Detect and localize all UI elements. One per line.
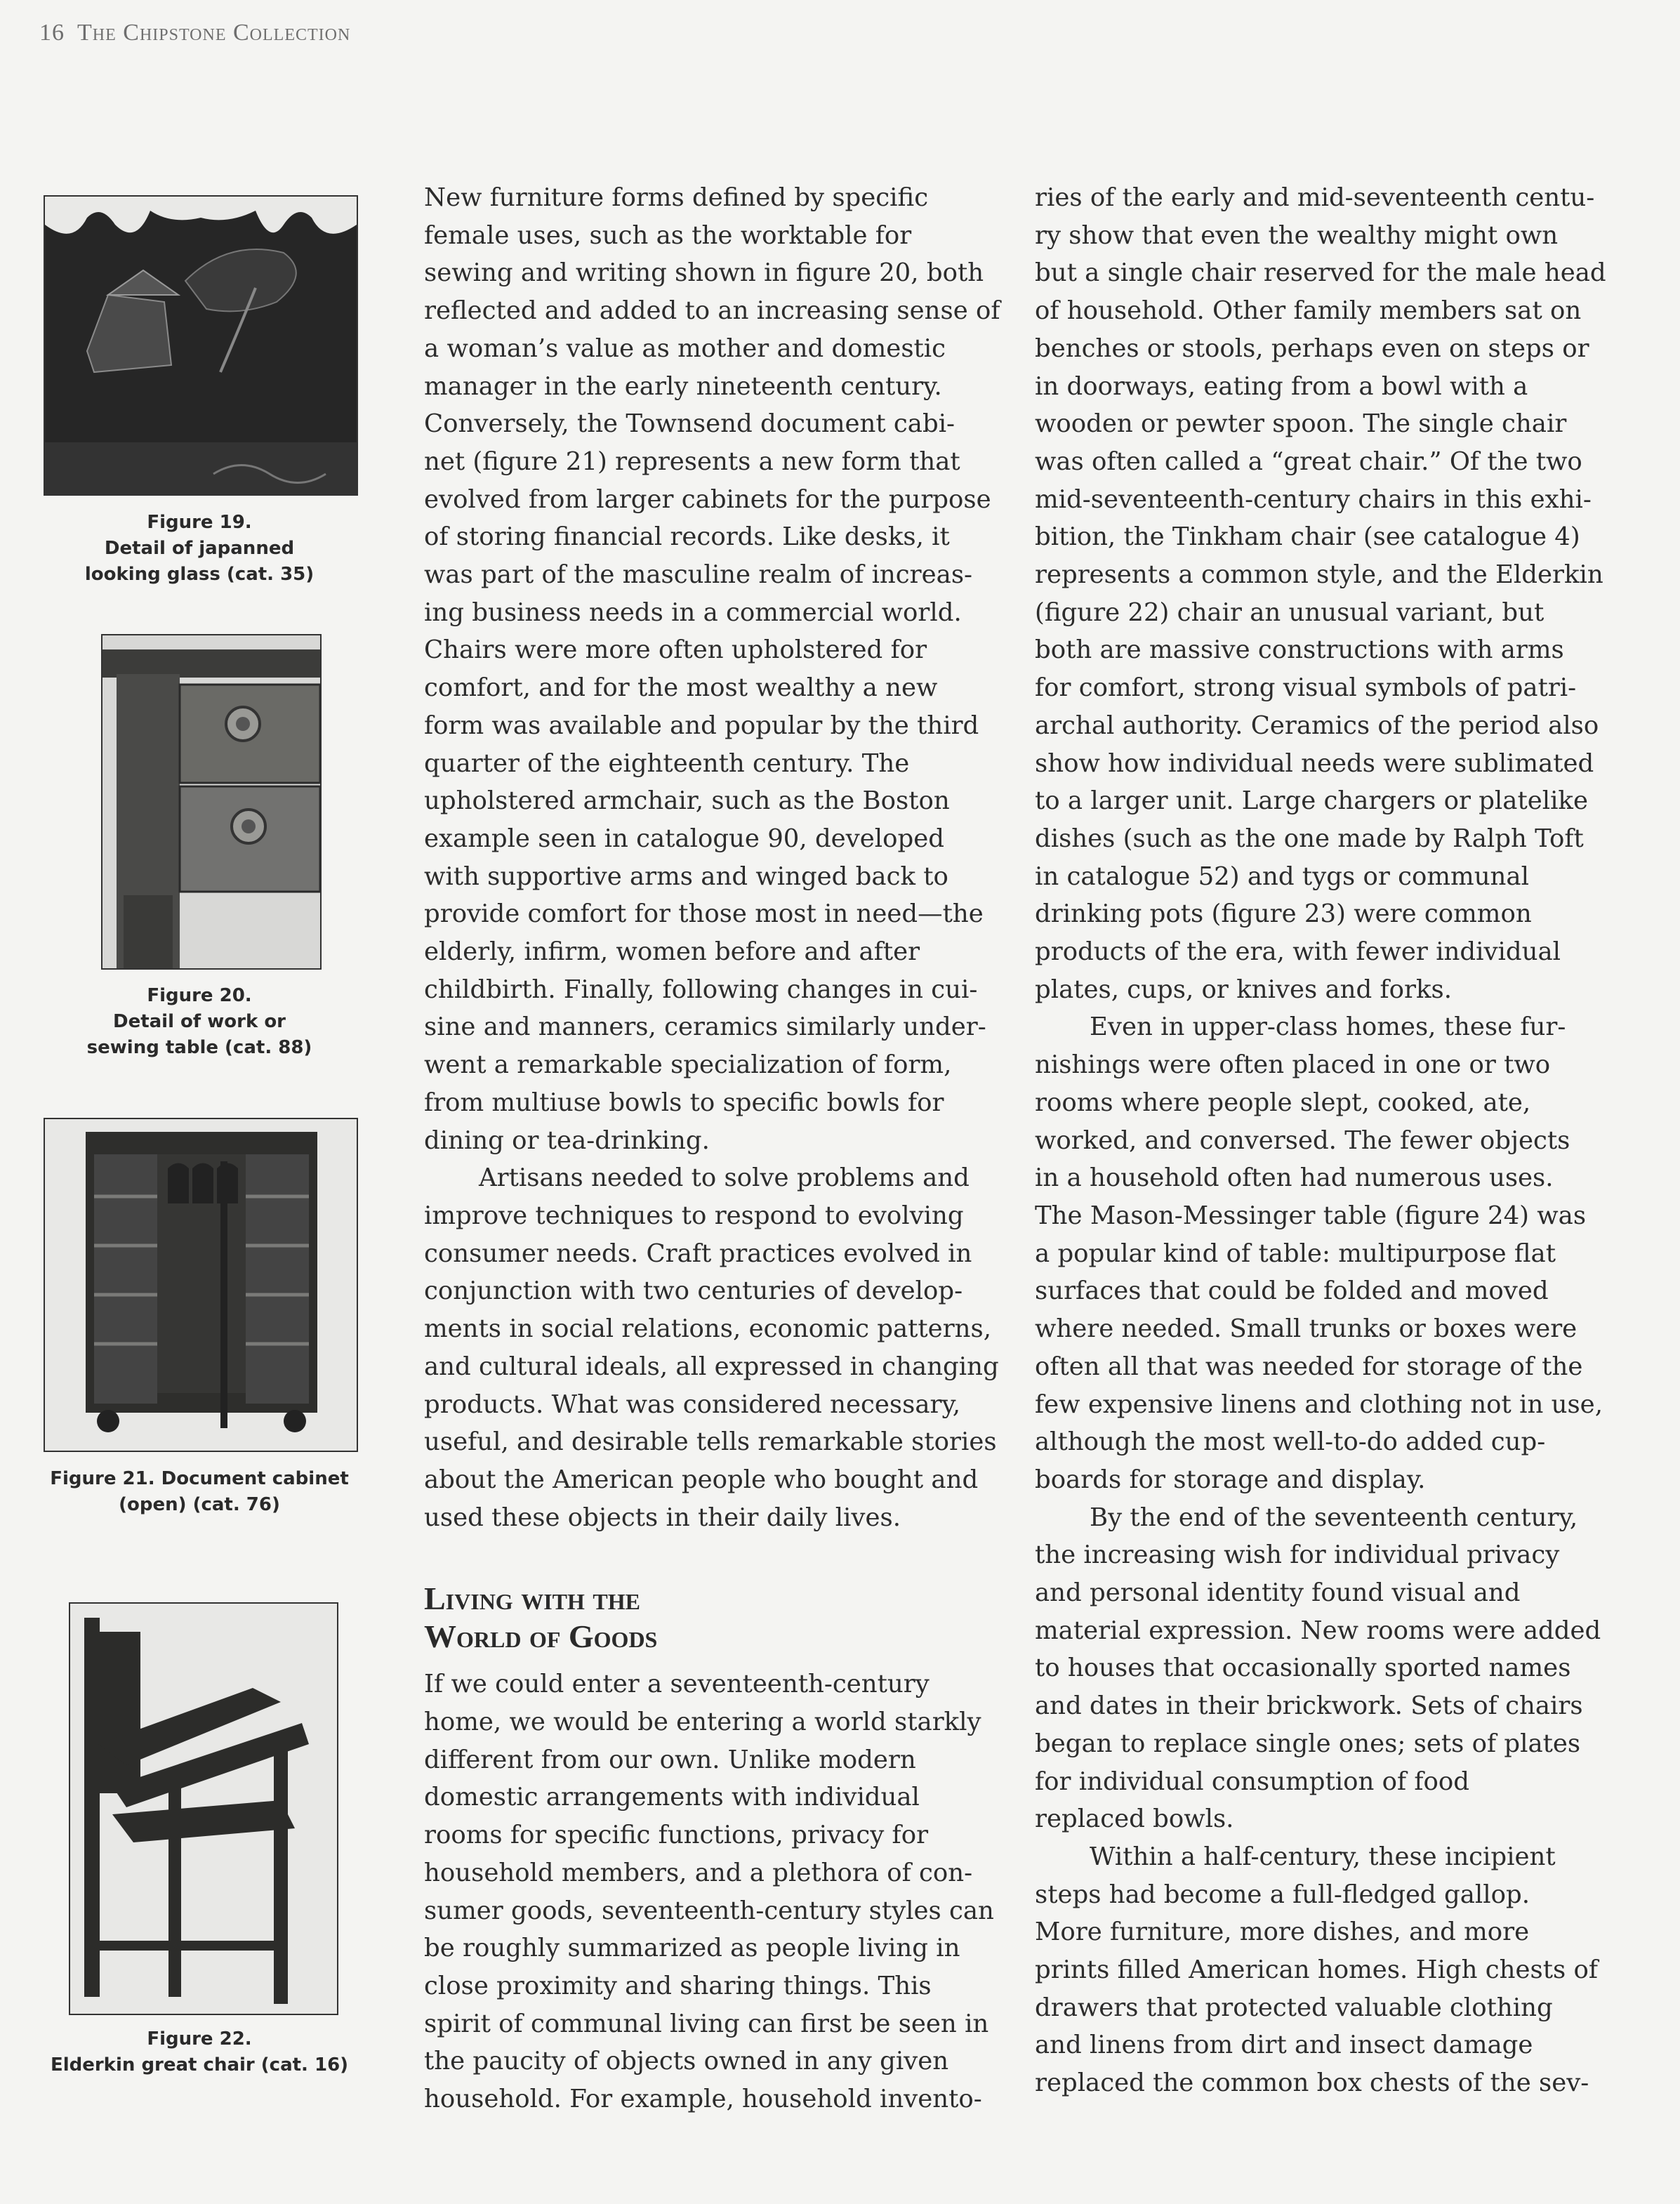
text-line: improve techniques to respond to evolving	[424, 1201, 964, 1230]
text-line: wooden or pewter spoon. The single chair	[1035, 409, 1567, 439]
text-line: products of the era, with fewer individual	[1035, 937, 1561, 967]
text-line: used these objects in their daily lives.	[424, 1503, 901, 1532]
text-line: began to replace single ones; sets of plates	[1035, 1729, 1581, 1758]
paragraph	[1035, 1838, 1599, 2102]
text-line: example seen in catalogue 90, developed	[424, 824, 944, 853]
text-line: spirit of communal living can first be seen in	[424, 2009, 989, 2038]
text-line: ments in social relations, economic patterns,	[424, 1314, 992, 1344]
text-line: in a household often had numerous uses.	[1035, 1163, 1554, 1193]
text-line: sine and manners, ceramics similarly under-	[424, 1012, 986, 1042]
text-line: different from our own. Unlike modern	[424, 1745, 916, 1774]
text-line: the increasing wish for individual privacy	[1035, 1540, 1560, 1570]
text-line: home, we would be entering a world starkly	[424, 1708, 981, 1737]
text-line: steps had become a full-fledged gallop.	[1035, 1880, 1530, 1909]
text-line: Within a half-century, these incipient	[1090, 1842, 1556, 1871]
figure-21-image	[44, 1118, 358, 1452]
figure-22-caption: Figure 22. Elderkin great chair (cat. 16)	[50, 2028, 349, 2076]
text-line: in catalogue 52) and tygs or communal	[1035, 862, 1529, 891]
text-line: If we could enter a seventeenth-century	[424, 1670, 930, 1699]
text-line: but a single chair reserved for the male head	[1035, 258, 1606, 288]
publication-title: The Chipstone Collection	[77, 20, 351, 46]
text-line: prints filled American homes. High chests of	[1035, 1955, 1599, 1985]
text-line: few expensive linens and clothing not in use,	[1035, 1390, 1603, 1419]
text-line: benches or stools, perhaps even on steps or	[1035, 334, 1589, 363]
text-line: drawers that protected valuable clothing	[1035, 1993, 1553, 2022]
text-line: Artisans needed to solve problems and	[479, 1163, 970, 1193]
text-line: where needed. Small trunks or boxes were	[1035, 1314, 1578, 1344]
text-line: was often called a “great chair.” Of the two	[1035, 447, 1582, 476]
paragraph	[1035, 179, 1606, 1008]
text-line: a woman’s value as mother and domestic	[424, 334, 946, 363]
figure-22-image	[69, 1602, 338, 2015]
column-middle	[424, 179, 1000, 2118]
text-line: to a larger unit. Large chargers or platelike	[1035, 786, 1588, 816]
text-line: often all that was needed for storage of the	[1035, 1352, 1583, 1381]
text-line: bition, the Tinkham chair (see catalogue 4)	[1035, 522, 1580, 552]
section-heading: Living with the World of Goods	[424, 1581, 658, 1655]
paragraph	[1035, 1008, 1603, 1498]
text-line: mid-seventeenth-century chairs in this exhi-	[1035, 484, 1592, 514]
text-line: nishings were often placed in one or two	[1035, 1050, 1551, 1080]
figure-19-image	[44, 195, 358, 496]
text-line: sewing and writing shown in figure 20, both	[424, 258, 984, 288]
text-line: form was available and popular by the third	[424, 711, 979, 740]
text-line: close proximity and sharing things. This	[424, 1971, 932, 2000]
text-line: boards for storage and display.	[1035, 1465, 1426, 1494]
text-line: went a remarkable specialization of form,	[424, 1050, 952, 1080]
text-line: replaced the common box chests of the sev-	[1035, 2068, 1589, 2098]
text-line: and linens from dirt and insect damage	[1035, 2031, 1533, 2060]
text-line: Chairs were more often upholstered for	[424, 635, 927, 665]
text-line: dining or tea-drinking.	[424, 1126, 710, 1155]
text-line: and cultural ideals, all expressed in changing	[424, 1352, 999, 1381]
text-line: rooms for specific functions, privacy for	[424, 1821, 929, 1850]
text-line: was part of the masculine realm of increas-	[424, 560, 973, 590]
text-line: childbirth. Finally, following changes in cui-	[424, 975, 978, 1004]
text-line: although the most well-to-do added cup-	[1035, 1427, 1546, 1457]
text-line: and dates in their brickwork. Sets of chairs	[1035, 1691, 1583, 1721]
text-line: comfort, and for the most wealthy a new	[424, 673, 938, 703]
text-line: and personal identity found visual and	[1035, 1578, 1521, 1608]
text-line: to houses that occasionally sported names	[1035, 1654, 1571, 1683]
text-line: archal authority. Ceramics of the period also	[1035, 711, 1599, 740]
text-line: More furniture, more dishes, and more	[1035, 1918, 1530, 1947]
text-line: useful, and desirable tells remarkable stories	[424, 1427, 997, 1457]
text-line: from multiuse bowls to specific bowls for	[424, 1088, 944, 1117]
text-line: reflected and added to an increasing sense of	[424, 296, 1000, 326]
text-line: upholstered armchair, such as the Boston	[424, 786, 950, 816]
text-line: The Mason-Messinger table (figure 24) was	[1035, 1201, 1587, 1230]
text-line: a popular kind of table: multipurpose flat	[1035, 1239, 1556, 1268]
text-line: ing business needs in a commercial world.	[424, 598, 962, 627]
text-line: Conversely, the Townsend document cabi-	[424, 409, 955, 439]
text-line: net (figure 21) represents a new form that	[424, 447, 960, 476]
figure-19-caption: Figure 19. Detail of japanned looking glass (cat. 35)	[84, 512, 315, 585]
paragraph	[424, 179, 1000, 1159]
text-line: household members, and a plethora of con-	[424, 1858, 973, 1887]
text-line: with supportive arms and winged back to	[424, 862, 948, 891]
paragraph	[1035, 1499, 1601, 1838]
text-line: manager in the early nineteenth century.	[424, 371, 942, 401]
text-line: consumer needs. Craft practices evolved in	[424, 1239, 972, 1268]
text-line: drinking pots (figure 23) were common	[1035, 899, 1532, 929]
text-line: surfaces that could be folded and moved	[1035, 1276, 1549, 1306]
text-line: conjunction with two centuries of develop-	[424, 1276, 963, 1306]
text-line: elderly, infirm, women before and after	[424, 937, 920, 967]
text-line: ries of the early and mid-seventeenth centu-	[1035, 183, 1595, 212]
text-line: the paucity of objects owned in any given	[424, 2047, 949, 2076]
text-line: ry show that even the wealthy might own	[1035, 220, 1559, 250]
text-line: dishes (such as the one made by Ralph Toft	[1035, 824, 1584, 853]
text-line: rooms where people slept, cooked, ate,	[1035, 1088, 1531, 1117]
text-line: material expression. New rooms were added	[1035, 1616, 1601, 1645]
text-line: products. What was considered necessary,	[424, 1390, 961, 1419]
text-line: By the end of the seventeenth century,	[1090, 1503, 1578, 1532]
page-number: 16	[39, 20, 65, 46]
text-line: New furniture forms defined by specific	[424, 183, 929, 212]
figure-20-image	[101, 634, 322, 970]
figure-21-caption: Figure 21. Document cabinet (open) (cat. 76)	[50, 1468, 349, 1515]
text-line: of storing financial records. Like desks, it	[424, 522, 950, 552]
paragraph	[424, 1665, 994, 2118]
text-line: worked, and conversed. The fewer objects	[1035, 1126, 1570, 1155]
text-line: quarter of the eighteenth century. The	[424, 748, 910, 778]
text-line: for comfort, strong visual symbols of patri-	[1035, 673, 1577, 703]
text-line: in doorways, eating from a bowl with a	[1035, 371, 1528, 401]
text-line: Even in upper-class homes, these fur-	[1090, 1012, 1566, 1042]
text-line: be roughly summarized as people living in	[424, 1934, 960, 1963]
text-line: household. For example, household invento-	[424, 2085, 982, 2114]
text-line: for individual consumption of food	[1035, 1767, 1469, 1796]
text-line: domestic arrangements with individual	[424, 1783, 920, 1812]
column-right	[1035, 179, 1606, 2102]
paragraph	[424, 1159, 999, 1536]
running-head	[39, 20, 350, 46]
text-line: about the American people who bought and	[424, 1465, 979, 1494]
text-line: replaced bowls.	[1035, 1804, 1234, 1834]
text-line: plates, cups, or knives and forks.	[1035, 975, 1453, 1004]
text-line: represents a common style, and the Elderkin	[1035, 560, 1603, 590]
text-line: of household. Other family members sat on	[1035, 296, 1582, 326]
text-line: show how individual needs were sublimated	[1035, 748, 1594, 778]
figure-20-caption: Figure 20. Detail of work or sewing table (cat. 88)	[86, 985, 312, 1058]
text-line: female uses, such as the worktable for	[424, 220, 912, 250]
text-line: sumer goods, seventeenth-century styles can	[424, 1896, 994, 1925]
text-line: evolved from larger cabinets for the purpose	[424, 484, 991, 514]
text-line: (figure 22) chair an unusual variant, but	[1035, 598, 1545, 627]
text-line: both are massive constructions with arms	[1035, 635, 1564, 665]
text-line: provide comfort for those most in need—the	[424, 899, 984, 929]
